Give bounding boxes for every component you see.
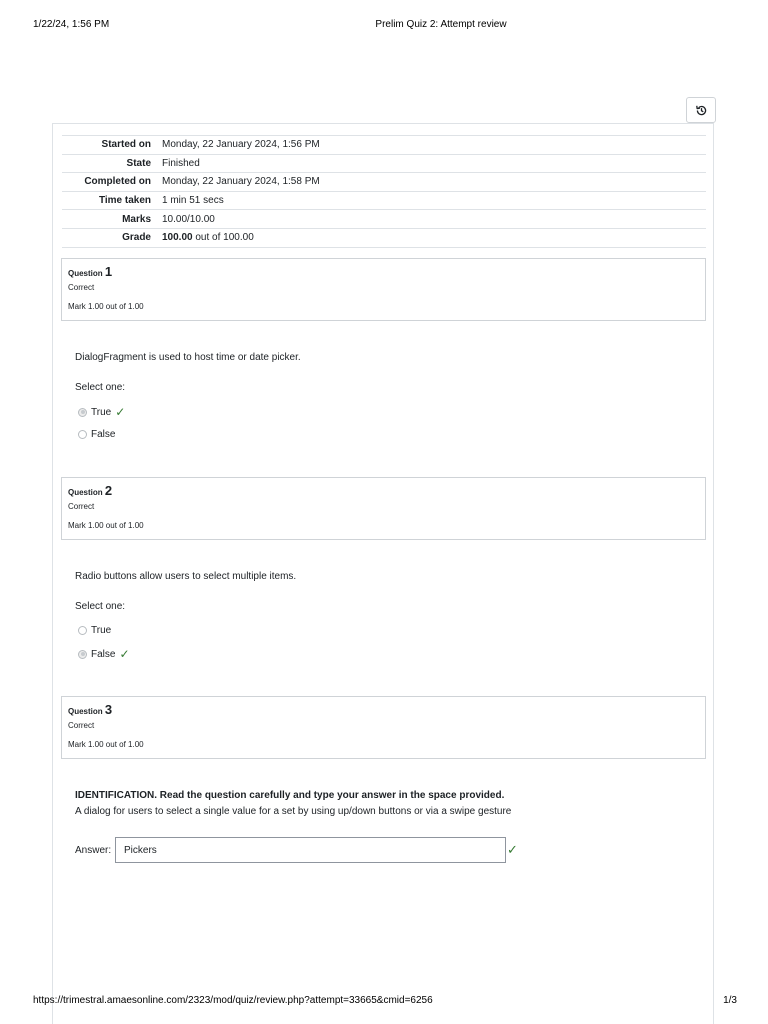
print-footer <box>0 995 768 1007</box>
summary-value <box>162 228 706 247</box>
select-one-prompt: Select one: <box>75 382 126 393</box>
print-date: 1/22/24, 1:56 PM <box>33 19 110 30</box>
summary-row-state <box>62 154 706 173</box>
summary-label: Started on <box>101 139 151 151</box>
option-label: True <box>91 625 112 636</box>
summary-row-completed <box>62 173 706 192</box>
page-number: 1/3 <box>723 995 737 1006</box>
answer-label: Answer: <box>75 845 112 856</box>
history-button[interactable] <box>686 97 716 123</box>
summary-label: Time taken <box>98 195 151 207</box>
summary-row-marks <box>62 210 706 229</box>
question-info-2 <box>61 477 706 540</box>
question-grade: Mark 1.00 out of 1.00 <box>68 521 144 530</box>
option-label: False <box>91 648 116 660</box>
answer-input[interactable]: Pickers <box>115 837 506 863</box>
option-label: True <box>91 406 112 418</box>
answer-option-false[interactable] <box>78 429 115 440</box>
radio-button[interactable] <box>78 626 87 635</box>
summary-label: Grade <box>122 232 151 244</box>
summary-label: State <box>126 157 151 169</box>
question-info-3 <box>61 696 706 759</box>
question-state: Correct <box>68 283 95 292</box>
check-icon: ✓ <box>115 405 126 419</box>
select-one-prompt: Select one: <box>75 601 126 612</box>
answer-option-true[interactable] <box>78 625 111 636</box>
question-number: Question 1 <box>68 264 113 279</box>
summary-value: 1 min 51 secs <box>162 195 224 207</box>
question-number: Question 2 <box>68 483 113 498</box>
question-info-1 <box>61 258 706 321</box>
grade-out-of: out of 100.00 <box>192 232 254 244</box>
summary-value: Monday, 22 January 2024, 1:56 PM <box>162 139 320 151</box>
check-icon: ✓ <box>507 842 518 857</box>
summary-label: Marks <box>122 213 151 225</box>
radio-button[interactable] <box>78 408 87 417</box>
summary-value: Monday, 22 January 2024, 1:58 PM <box>162 176 320 188</box>
question-grade: Mark 1.00 out of 1.00 <box>68 302 144 311</box>
history-icon <box>695 104 708 117</box>
question-grade: Mark 1.00 out of 1.00 <box>68 740 144 749</box>
radio-button[interactable] <box>78 430 87 439</box>
question-number: Question 3 <box>68 702 113 717</box>
grade-value: 100.00 <box>162 232 193 244</box>
summary-value: 10.00/10.00 <box>162 213 215 225</box>
summary-label: Completed on <box>84 176 151 188</box>
question-text-3: A dialog for users to select a single value for a set by using up/down buttons or via a swipe gesture <box>75 806 512 817</box>
answer-option-false[interactable] <box>78 648 130 660</box>
page-url: https://trimestral.amaesonline.com/2323/mod/quiz/review.php?attempt=33665&cmid=6256 <box>33 995 433 1006</box>
question-text-2: Radio buttons allow users to select multiple items. <box>75 571 297 582</box>
question-text-1: DialogFragment is used to host time or date picker. <box>75 352 301 363</box>
answer-option-true[interactable] <box>78 406 125 418</box>
print-title: Prelim Quiz 2: Attempt review <box>375 19 507 30</box>
print-header <box>0 19 768 31</box>
radio-button[interactable] <box>78 650 87 659</box>
summary-row-time-taken <box>62 191 706 210</box>
question-state: Correct <box>68 502 95 511</box>
option-label: False <box>91 429 116 440</box>
attempt-summary-table <box>62 135 706 248</box>
summary-row-started <box>62 136 706 155</box>
check-icon: ✓ <box>119 647 130 661</box>
summary-row-grade <box>62 228 706 247</box>
question-instruction-3: IDENTIFICATION. Read the question carefully and type your answer in the space provided. <box>75 790 505 801</box>
question-state: Correct <box>68 721 95 730</box>
summary-value: Finished <box>162 157 200 169</box>
